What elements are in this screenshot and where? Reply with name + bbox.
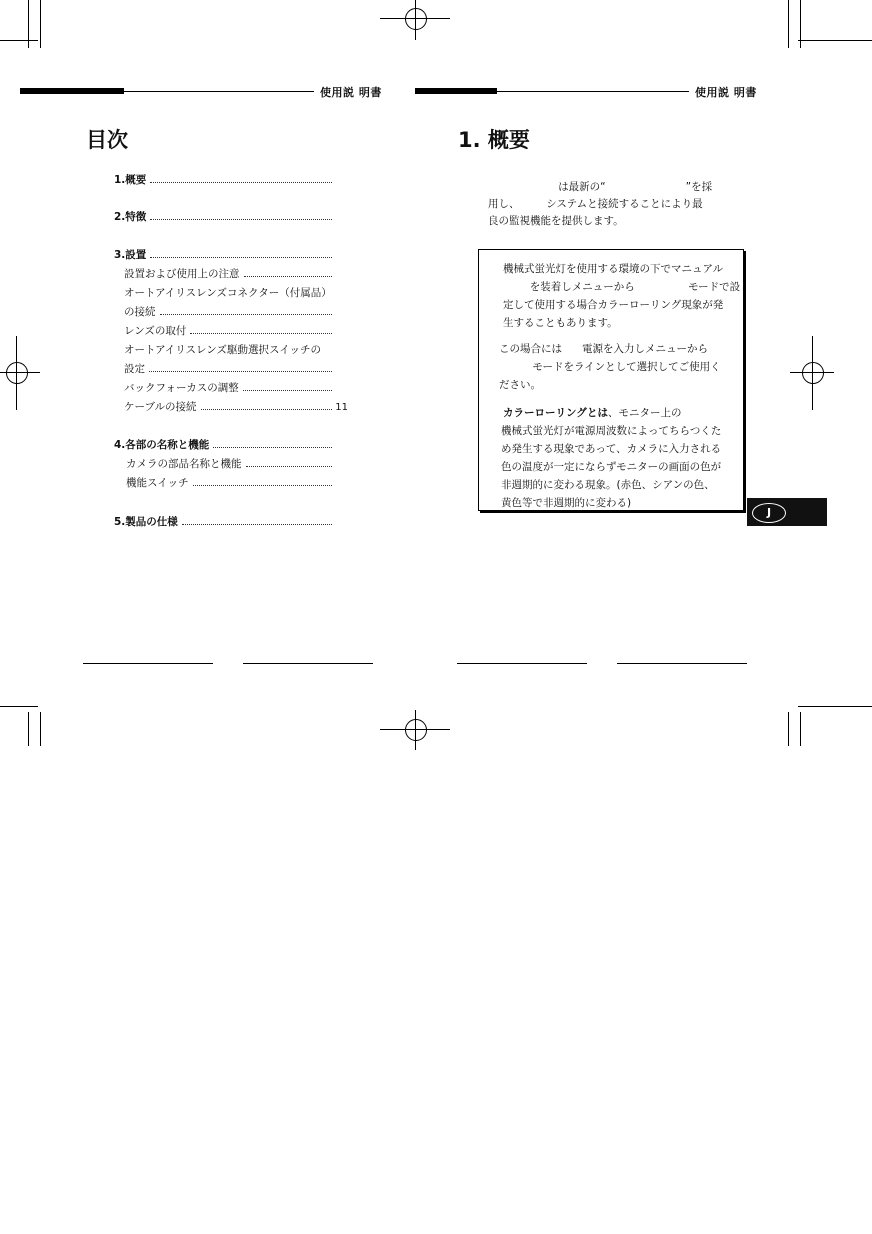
note-line: 非週期的に変わる現象。(赤色、シアンの色、 bbox=[501, 479, 715, 491]
page-title-overview: 1. 概要 bbox=[458, 128, 530, 152]
term-color-rolling: カラーローリングとは bbox=[503, 407, 608, 419]
header-label-right: 使用説 明書 bbox=[695, 86, 757, 99]
toc-item bbox=[114, 247, 335, 262]
toc-item bbox=[126, 475, 335, 490]
note-line: め発生する現象であって、カメラに入力される bbox=[501, 443, 722, 455]
toc-leader bbox=[246, 466, 333, 467]
toc-leader bbox=[213, 447, 332, 448]
page-title-toc: 目次 bbox=[86, 128, 128, 152]
toc-item bbox=[114, 209, 335, 224]
toc-item bbox=[124, 380, 335, 395]
footer-rule bbox=[457, 663, 587, 664]
toc-leader bbox=[150, 182, 332, 183]
toc-item bbox=[114, 514, 335, 529]
note-line: 生することもあります。 bbox=[503, 317, 618, 329]
toc-leader bbox=[150, 257, 332, 258]
toc-label: バックフォーカスの調整 bbox=[124, 382, 239, 394]
toc-item bbox=[126, 456, 335, 471]
toc-leader bbox=[160, 314, 333, 315]
header-label-left: 使用説 明書 bbox=[320, 86, 382, 99]
toc-label: カメラの部品名称と機能 bbox=[126, 458, 242, 470]
footer-rule bbox=[617, 663, 747, 664]
toc-label: の接続 bbox=[124, 306, 156, 318]
toc-leader bbox=[201, 409, 333, 410]
toc-label: 機能スイッチ bbox=[126, 477, 189, 489]
note-line: 定して使用する場合カラーローリング現象が発 bbox=[503, 299, 724, 311]
toc-leader bbox=[243, 390, 332, 391]
toc-page-number: 11 bbox=[335, 402, 348, 413]
toc-label: 3.設置 bbox=[114, 249, 147, 261]
note-line: 色の温度が一定にならずモニターの画面の色が bbox=[501, 461, 722, 473]
note-line: を装着しメニューから モードで設 bbox=[503, 281, 741, 293]
toc-item bbox=[124, 266, 335, 281]
toc-leader bbox=[190, 333, 332, 334]
footer-rule bbox=[83, 663, 213, 664]
toc-label: 2.特徴 bbox=[114, 211, 147, 223]
toc-item bbox=[124, 304, 335, 319]
toc-label: 1.概要 bbox=[114, 174, 147, 186]
toc-label: 4.各部の名称と機能 bbox=[114, 439, 210, 451]
note-line: 機械式蛍光灯を使用する環境の下でマニュアル bbox=[503, 263, 724, 275]
toc-item: オートアイリスレンズコネクター（付属品） bbox=[124, 287, 332, 299]
toc-leader bbox=[244, 276, 333, 277]
intro-line: は最新の“ ”を採 bbox=[488, 181, 713, 193]
note-line bbox=[503, 404, 682, 422]
toc-item: オートアイリスレンズ駆動選択スイッチの bbox=[124, 344, 322, 356]
toc-item bbox=[124, 399, 348, 414]
toc-leader bbox=[149, 371, 332, 372]
toc-label: 設置および使用上の注意 bbox=[124, 268, 240, 280]
note-line: ださい。 bbox=[499, 379, 541, 391]
toc-item bbox=[114, 437, 335, 452]
intro-line: 用し、 システムと接続することにより最 bbox=[488, 198, 703, 210]
toc-leader bbox=[193, 485, 332, 486]
note-line: この場合には 電源を入力しメニューから bbox=[499, 343, 709, 355]
note-line-rest: 、モニター上の bbox=[608, 407, 682, 419]
intro-line: 良の監視機能を提供します。 bbox=[488, 215, 624, 227]
toc-label: 設定 bbox=[124, 363, 145, 375]
toc-leader bbox=[182, 524, 332, 525]
toc-item bbox=[124, 323, 335, 338]
toc-label: 5.製品の仕様 bbox=[114, 516, 178, 528]
toc-leader bbox=[150, 219, 332, 220]
note-line: 黄色等で非週期的に変わる) bbox=[501, 497, 632, 509]
note-line: モードをラインとして選択してご使用く bbox=[499, 361, 721, 373]
language-badge: J bbox=[752, 503, 786, 523]
toc-label: レンズの取付 bbox=[124, 325, 187, 337]
footer-rule bbox=[243, 663, 373, 664]
note-line: 機械式蛍光灯が電源周波数によってちらつくた bbox=[501, 425, 722, 437]
toc-label: ケーブルの接続 bbox=[124, 401, 197, 413]
toc-item bbox=[124, 361, 335, 376]
toc-item bbox=[114, 172, 335, 187]
